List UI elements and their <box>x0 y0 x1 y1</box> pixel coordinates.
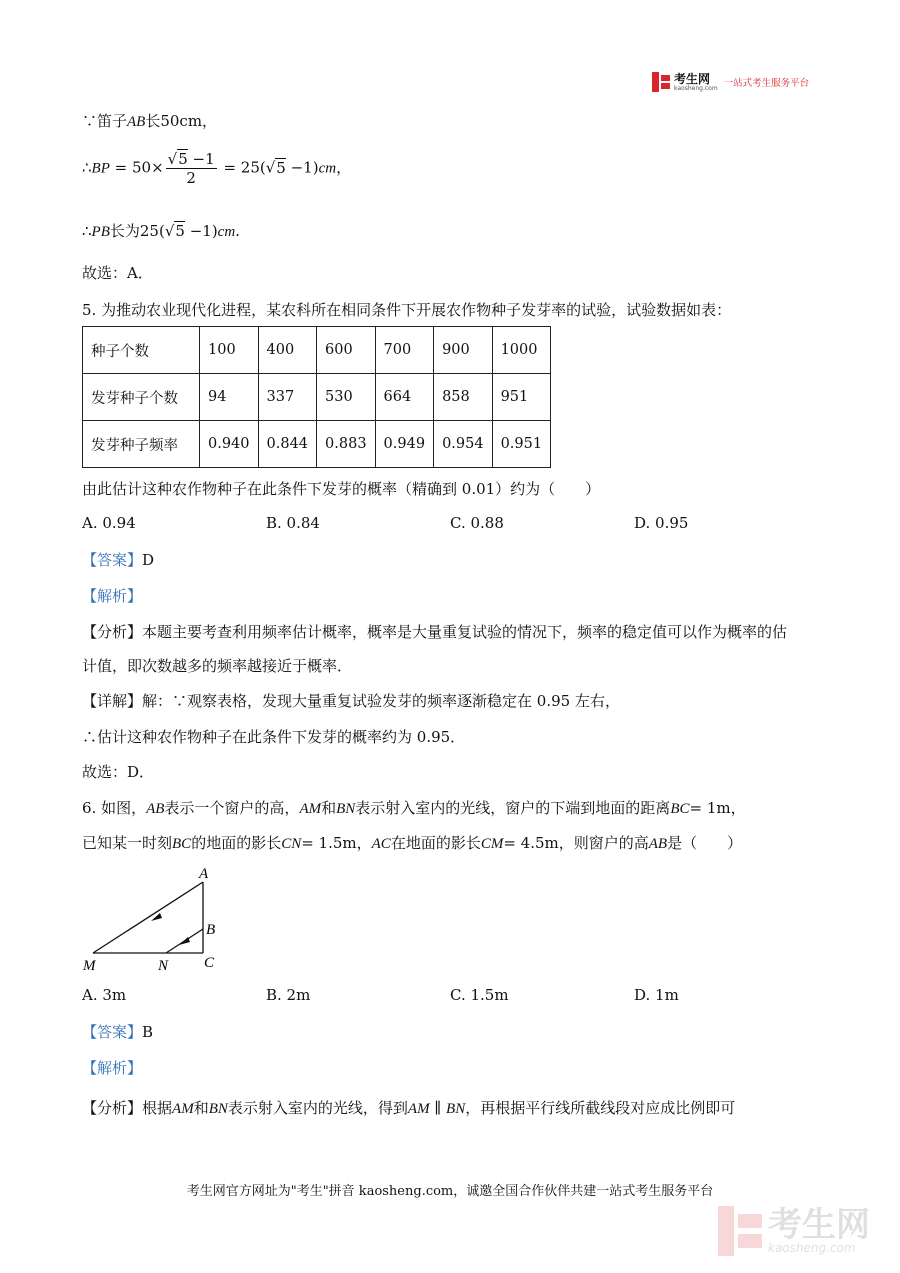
q5-fenxi-1: 【分析】本题主要考查利用频率估计概率，概率是大量重复试验的情况下，频率的稳定值可以作为概率的估 <box>82 623 788 641</box>
table-row <box>83 421 551 468</box>
table-cell: 0.883 <box>317 421 376 468</box>
table-cell: 0.951 <box>492 421 551 468</box>
q5-choose: 故选：D． <box>82 763 155 781</box>
table-cell: 种子个数 <box>83 327 200 374</box>
q6-figure <box>78 862 228 977</box>
watermark-mark-icon <box>718 1206 762 1256</box>
q5-option-c: C. 0.88 <box>450 514 504 532</box>
q6-fenxi: 【分析】根据AM和BN表示射入室内的光线，得到AM ∥ BN，再根据平行线所截线段对应成比例即可 <box>82 1099 736 1117</box>
label-b: B <box>206 922 216 938</box>
q6-analysis-tag: 【解析】 <box>82 1059 143 1077</box>
table-cell: 337 <box>258 374 317 421</box>
q6-stem-2: 已知某一时刻BC的地面的影长CN= 1.5m，AC在地面的影长CM= 4.5m，则窗户的高AB是（ ） <box>82 834 743 852</box>
prev-line-3: ∴PB长为25(√5 −1)cm. <box>82 222 240 240</box>
q5-analysis-tag: 【解析】 <box>82 587 143 605</box>
fraction: $\frac{√5 -1}{2}$ <box>167 150 215 187</box>
table-cell: 0.940 <box>200 421 259 468</box>
table-cell: 发芽种子频率 <box>83 421 200 468</box>
q5-option-b: B. 0.84 <box>266 514 320 532</box>
answer-tag: 【答案】 <box>82 551 143 569</box>
table-cell: 664 <box>375 374 434 421</box>
q5-option-d: D. 0.95 <box>634 514 689 532</box>
q6-answer: 【答案】B <box>82 1023 154 1041</box>
q6-option-c: C. 1.5m <box>450 986 509 1004</box>
table-cell: 858 <box>434 374 493 421</box>
table-cell: 400 <box>258 327 317 374</box>
q6-option-a: A. 3m <box>82 986 127 1004</box>
table-cell: 1000 <box>492 327 551 374</box>
q5-data-table <box>82 326 551 468</box>
table-cell: 0.844 <box>258 421 317 468</box>
prev-line-2: ∴BP = 50× $\frac{√5 -1}{2}$ = 25(√5 −1)cm， <box>82 150 352 187</box>
logo-slogan: 一站式考生服务平台 <box>723 78 810 89</box>
label-n: N <box>158 958 169 974</box>
logo-name: 考生网 <box>674 71 711 86</box>
logo-domain: kaosheng.com <box>674 84 718 92</box>
q5-answer: 【答案】D <box>82 551 155 569</box>
arrow-bn-icon <box>179 937 190 945</box>
q5-question: 由此估计这种农作物种子在此条件下发芽的概率（精确到 0.01）约为（ ） <box>82 480 601 498</box>
prev-line-4: 故选：A． <box>82 264 153 282</box>
prev-line-1: ∵笛子AB长50cm， <box>82 112 218 130</box>
q6-stem-1: 6. 如图，AB表示一个窗户的高，AM和BN表示射入室内的光线，窗户的下端到地面的距离BC= 1m， <box>82 799 746 817</box>
watermark-domain: kaosheng.com <box>768 1241 856 1255</box>
header-logo <box>652 72 809 92</box>
q5-option-a: A. 0.94 <box>82 514 136 532</box>
table-cell: 100 <box>200 327 259 374</box>
label-c: C <box>204 955 215 971</box>
page-footer: 考生网官方网址为"考生"拼音 kaosheng.com，诚邀全国合作伙伴共建一站式考生服务平台 <box>186 1184 714 1199</box>
label-m: M <box>83 958 96 974</box>
table-cell: 700 <box>375 327 434 374</box>
watermark-name: 考生网 <box>768 1205 870 1245</box>
watermark <box>718 1206 870 1256</box>
table-row <box>83 327 551 374</box>
logo-mark-icon <box>652 72 670 92</box>
q6-option-d: D. 1m <box>634 986 679 1004</box>
q5-fenxi-2: 计值，即次数越多的频率越接近于概率． <box>82 657 353 675</box>
table-cell: 0.954 <box>434 421 493 468</box>
answer-tag: 【答案】 <box>82 1023 143 1041</box>
table-cell: 0.949 <box>375 421 434 468</box>
table-cell: 530 <box>317 374 376 421</box>
q6-option-b: B. 2m <box>266 986 311 1004</box>
label-a: A <box>199 866 209 882</box>
table-row <box>83 374 551 421</box>
table-cell: 951 <box>492 374 551 421</box>
table-cell: 发芽种子个数 <box>83 374 200 421</box>
table-cell: 900 <box>434 327 493 374</box>
q5-stem: 5. 为推动农业现代化进程，某农科所在相同条件下开展农作物种子发芽率的试验，试验数据如表： <box>82 301 732 319</box>
table-cell: 600 <box>317 327 376 374</box>
q5-xiangjie-1: 【详解】解：∵观察表格，发现大量重复试验发芽的频率逐渐稳定在 0.95 左右， <box>82 692 620 710</box>
q5-xiangjie-2: ∴估计这种农作物种子在此条件下发芽的概率约为 0.95． <box>82 728 466 746</box>
table-cell: 94 <box>200 374 259 421</box>
